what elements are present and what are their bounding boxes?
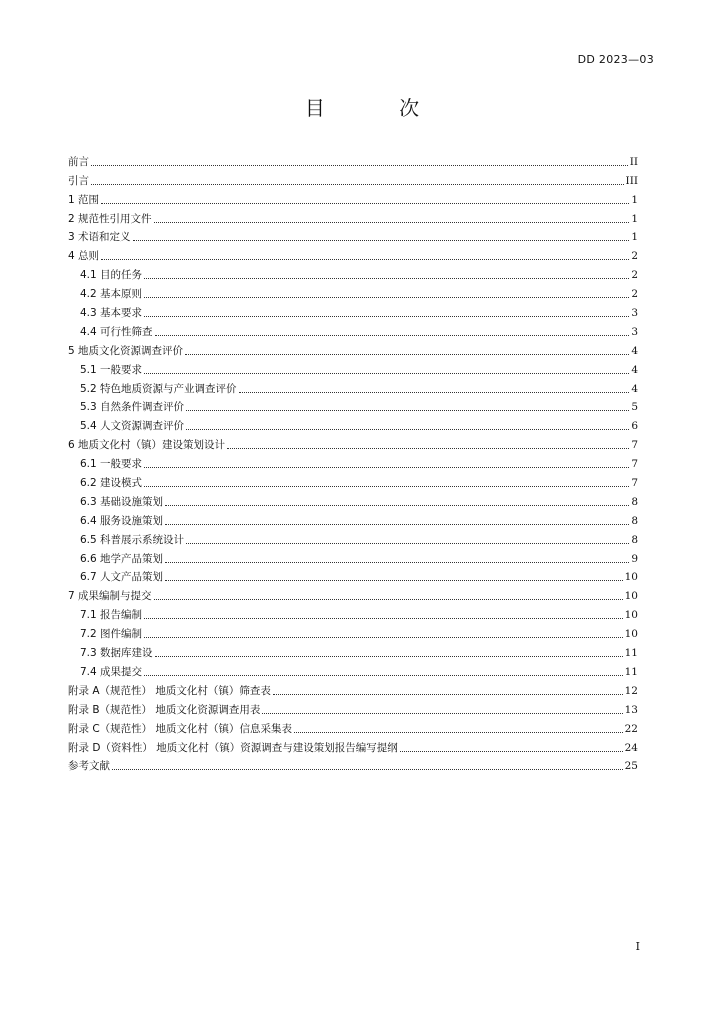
toc-entry-page: 10	[624, 628, 638, 641]
toc-entry-label: 2 规范性引用文件	[68, 212, 152, 225]
toc-dot-leader	[154, 221, 630, 223]
toc-entry-label: 引言	[68, 174, 89, 187]
toc-entry-label: 3 术语和定义	[68, 231, 131, 244]
toc-entry-page: 2	[631, 288, 638, 301]
toc-entry-page: III	[625, 174, 638, 187]
toc-dot-leader	[144, 277, 629, 279]
toc-entry-page: 7	[631, 458, 638, 471]
toc-entry-label: 5.2 特色地质资源与产业调查评价	[80, 382, 237, 395]
toc-entry-label: 6.7 人文产品策划	[80, 571, 164, 584]
toc-entry-page: 24	[624, 741, 638, 754]
toc-entry-label: 6.5 科普展示系统设计	[80, 533, 185, 546]
toc-entry-label: 4 总则	[68, 250, 100, 263]
toc-dot-leader	[262, 712, 622, 714]
toc-entry-page: 10	[624, 609, 638, 622]
toc-entry[interactable]	[68, 339, 638, 358]
table-of-contents	[68, 150, 638, 773]
toc-entry-page: 7	[631, 439, 638, 452]
toc-dot-leader	[155, 334, 630, 336]
toc-entry[interactable]	[68, 452, 638, 471]
toc-entry[interactable]	[68, 660, 638, 679]
toc-entry-page: 2	[631, 250, 638, 263]
toc-entry-label: 6.6 地学产品策划	[80, 552, 164, 565]
toc-entry[interactable]	[68, 509, 638, 528]
toc-entry-page: 1	[631, 193, 638, 206]
toc-entry-label: 附录 B（规范性） 地质文化资源调查用表	[68, 703, 261, 716]
toc-entry-page: 4	[631, 382, 638, 395]
toc-entry-page: 7	[631, 477, 638, 490]
toc-entry[interactable]	[68, 169, 638, 188]
toc-entry-page: 1	[631, 231, 638, 244]
toc-entry-label: 6 地质文化村（镇）建设策划设计	[68, 439, 226, 452]
toc-entry[interactable]	[68, 528, 638, 547]
toc-entry-label: 7.1 报告编制	[80, 609, 143, 622]
toc-entry[interactable]	[68, 622, 638, 641]
toc-entry-page: 13	[624, 703, 638, 716]
toc-dot-leader	[155, 655, 623, 657]
toc-entry[interactable]	[68, 377, 638, 396]
toc-entry[interactable]	[68, 736, 638, 755]
page-number: I	[635, 940, 640, 953]
toc-entry[interactable]	[68, 226, 638, 245]
toc-entry-label: 1 范围	[68, 193, 100, 206]
toc-entry-page: 10	[624, 571, 638, 584]
toc-dot-leader	[91, 183, 624, 185]
toc-entry-label: 4.1 目的任务	[80, 269, 143, 282]
toc-entry-page: 2	[631, 269, 638, 282]
toc-entry[interactable]	[68, 490, 638, 509]
toc-entry-label: 4.4 可行性筛查	[80, 325, 153, 338]
toc-entry-label: 4.3 基本要求	[80, 307, 143, 320]
toc-entry-page: 4	[631, 344, 638, 357]
toc-entry-label: 5 地质文化资源调查评价	[68, 344, 184, 357]
toc-entry-page: 6	[631, 420, 638, 433]
toc-entry[interactable]	[68, 263, 638, 282]
toc-dot-leader	[101, 202, 629, 204]
toc-dot-leader	[186, 428, 629, 430]
toc-entry-page: 4	[631, 363, 638, 376]
toc-dot-leader	[144, 636, 623, 638]
toc-entry-label: 5.1 一般要求	[80, 363, 143, 376]
toc-entry-page: 11	[624, 647, 638, 660]
toc-dot-leader	[186, 542, 629, 544]
toc-entry[interactable]	[68, 301, 638, 320]
toc-entry-page: 8	[631, 495, 638, 508]
toc-entry[interactable]	[68, 244, 638, 263]
toc-entry-page: 8	[631, 533, 638, 546]
toc-entry-page: 11	[624, 665, 638, 678]
toc-dot-leader	[144, 296, 629, 298]
toc-entry-page: 22	[624, 722, 638, 735]
toc-entry[interactable]	[68, 320, 638, 339]
toc-entry-label: 6.4 服务设施策划	[80, 514, 164, 527]
toc-entry-page: 8	[631, 514, 638, 527]
toc-entry-label: 7.2 图件编制	[80, 628, 143, 641]
toc-dot-leader	[165, 504, 629, 506]
toc-entry[interactable]	[68, 566, 638, 585]
toc-entry[interactable]	[68, 282, 638, 301]
toc-entry[interactable]	[68, 207, 638, 226]
toc-dot-leader	[165, 579, 623, 581]
toc-dot-leader	[144, 485, 629, 487]
toc-dot-leader	[144, 617, 623, 619]
toc-entry[interactable]	[68, 755, 638, 774]
toc-entry-page: II	[629, 155, 638, 168]
toc-entry-label: 5.4 人文资源调查评价	[80, 420, 185, 433]
toc-entry[interactable]	[68, 414, 638, 433]
toc-entry-label: 5.3 自然条件调查评价	[80, 401, 185, 414]
toc-entry-label: 6.1 一般要求	[80, 458, 143, 471]
toc-entry-page: 9	[631, 552, 638, 565]
toc-entry[interactable]	[68, 188, 638, 207]
toc-entry-label: 参考文献	[68, 760, 110, 773]
toc-entry-label: 前言	[68, 155, 89, 168]
toc-entry[interactable]	[68, 433, 638, 452]
toc-dot-leader	[144, 466, 629, 468]
toc-dot-leader	[144, 674, 623, 676]
toc-dot-leader	[273, 693, 623, 695]
toc-entry[interactable]	[68, 396, 638, 415]
toc-dot-leader	[227, 447, 629, 449]
toc-entry[interactable]	[68, 150, 638, 169]
toc-entry-page: 5	[631, 401, 638, 414]
toc-entry-label: 6.3 基础设施策划	[80, 495, 164, 508]
toc-entry-label: 附录 D（资料性） 地质文化村（镇）资源调查与建设策划报告编写提纲	[68, 741, 398, 754]
toc-entry-label: 4.2 基本原则	[80, 288, 143, 301]
toc-entry-page: 3	[631, 307, 638, 320]
toc-entry[interactable]	[68, 358, 638, 377]
toc-entry-label: 7 成果编制与提交	[68, 590, 152, 603]
toc-entry-page: 1	[631, 212, 638, 225]
toc-entry-page: 12	[624, 684, 638, 697]
toc-entry[interactable]	[68, 603, 638, 622]
toc-entry[interactable]	[68, 471, 638, 490]
toc-dot-leader	[185, 353, 629, 355]
toc-entry[interactable]	[68, 698, 638, 717]
toc-dot-leader	[112, 768, 623, 770]
toc-entry[interactable]	[68, 641, 638, 660]
toc-entry-label: 7.4 成果提交	[80, 665, 143, 678]
toc-dot-leader	[101, 258, 629, 260]
toc-dot-leader	[165, 523, 629, 525]
page-title: 目 次	[304, 96, 454, 120]
toc-entry[interactable]	[68, 679, 638, 698]
toc-dot-leader	[91, 164, 628, 166]
toc-entry-label: 7.3 数据库建设	[80, 647, 153, 660]
toc-dot-leader	[144, 315, 629, 317]
toc-entry[interactable]	[68, 584, 638, 603]
toc-entry-page: 25	[624, 760, 638, 773]
document-code: DD 2023—03	[577, 53, 654, 66]
toc-entry[interactable]	[68, 717, 638, 736]
toc-dot-leader	[186, 409, 629, 411]
toc-entry[interactable]	[68, 547, 638, 566]
toc-entry-label: 附录 A（规范性） 地质文化村（镇）筛查表	[68, 684, 271, 697]
toc-dot-leader	[239, 391, 630, 393]
toc-entry-page: 3	[631, 325, 638, 338]
toc-dot-leader	[165, 561, 629, 563]
toc-dot-leader	[154, 598, 623, 600]
toc-dot-leader	[400, 750, 623, 752]
toc-entry-label: 附录 C（规范性） 地质文化村（镇）信息采集表	[68, 722, 293, 735]
toc-entry-page: 10	[624, 590, 638, 603]
toc-dot-leader	[294, 731, 623, 733]
toc-entry-label: 6.2 建设模式	[80, 477, 143, 490]
toc-dot-leader	[144, 372, 629, 374]
toc-dot-leader	[133, 239, 630, 241]
